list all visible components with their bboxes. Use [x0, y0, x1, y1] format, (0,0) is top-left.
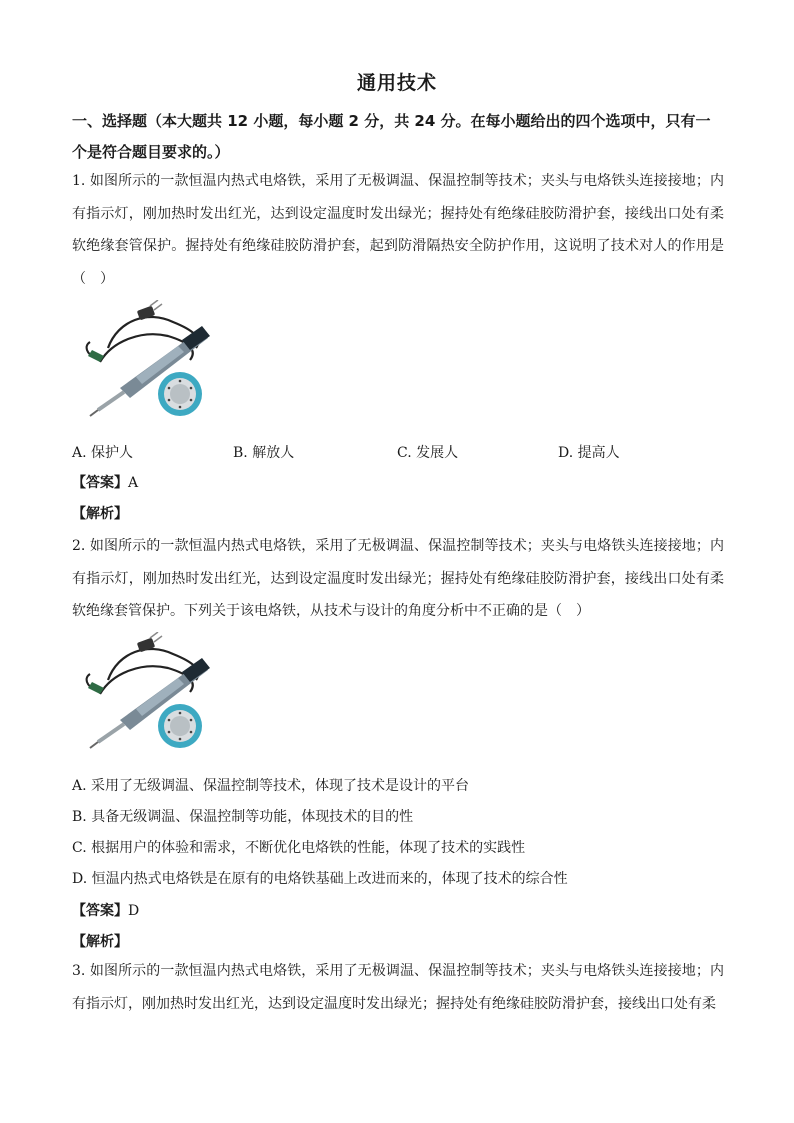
answer-value: D	[128, 903, 140, 919]
question-3-text: 3. 如图所示的一款恒温内热式电烙铁，采用了无极调温、保温控制等技术；夹头与电烙铁头连接接地；内有指示灯，刚加热时发出红光，达到设定温度时发出绿光；握持处有绝缘硅胶防滑护套，接线出口处有柔	[72, 963, 724, 1012]
question-1-analysis-label: 【解析】	[72, 506, 128, 522]
soldering-iron-figure-1	[78, 300, 218, 418]
question-2-analysis-label: 【解析】	[72, 934, 128, 950]
section-heading: 一、选择题（本大题共 12 小题，每小题 2 分，共 24 分。在每小题给出的四个选项中，只有一个是符合题目要求的。）	[72, 112, 711, 161]
answer-label: 【答案】	[72, 903, 128, 919]
question-1-text: 1. 如图所示的一款恒温内热式电烙铁，采用了无极调温、保温控制等技术；夹头与电烙铁头连接接地；内有指示灯，刚加热时发出红光，达到设定温度时发出绿光；握持处有绝缘硅胶防滑护套，接线出口处有柔软绝缘套管保护。握持处有绝缘硅胶防滑护套，起到防滑隔热安全防护作用，这说明了技术对人的作用是（ ）	[72, 173, 724, 287]
question-2-option-b: B. 具备无级调温、保温控制等功能，体现技术的目的性	[72, 809, 414, 825]
question-2-option-c: C. 根据用户的体验和需求，不断优化电烙铁的性能，体现了技术的实践性	[72, 840, 526, 856]
answer-label: 【答案】	[72, 475, 128, 491]
page-title: 通用技术	[356, 72, 437, 94]
question-1-option-c: C. 发展人	[397, 445, 459, 461]
question-1-option-a: A. 保护人	[72, 445, 134, 461]
question-1-option-d: D. 提高人	[558, 445, 620, 461]
question-1-option-b: B. 解放人	[233, 445, 295, 461]
question-1-answer	[72, 472, 138, 492]
question-2-answer	[72, 900, 139, 920]
question-2-text: 2. 如图所示的一款恒温内热式电烙铁，采用了无极调温、保温控制等技术；夹头与电烙铁头连接接地；内有指示灯，刚加热时发出红光，达到设定温度时发出绿光；握持处有绝缘硅胶防滑护套，接线出口处有柔软绝缘套管保护。下列关于该电烙铁，从技术与设计的角度分析中不正确的是（ ）	[72, 538, 724, 619]
question-2-option-d: D. 恒温内热式电烙铁是在原有的电烙铁基础上改进而来的，体现了技术的综合性	[72, 871, 568, 887]
answer-value: A	[128, 475, 139, 491]
soldering-iron-figure-2	[78, 632, 218, 750]
question-2-option-a: A. 采用了无级调温、保温控制等技术，体现了技术是设计的平台	[72, 778, 470, 794]
